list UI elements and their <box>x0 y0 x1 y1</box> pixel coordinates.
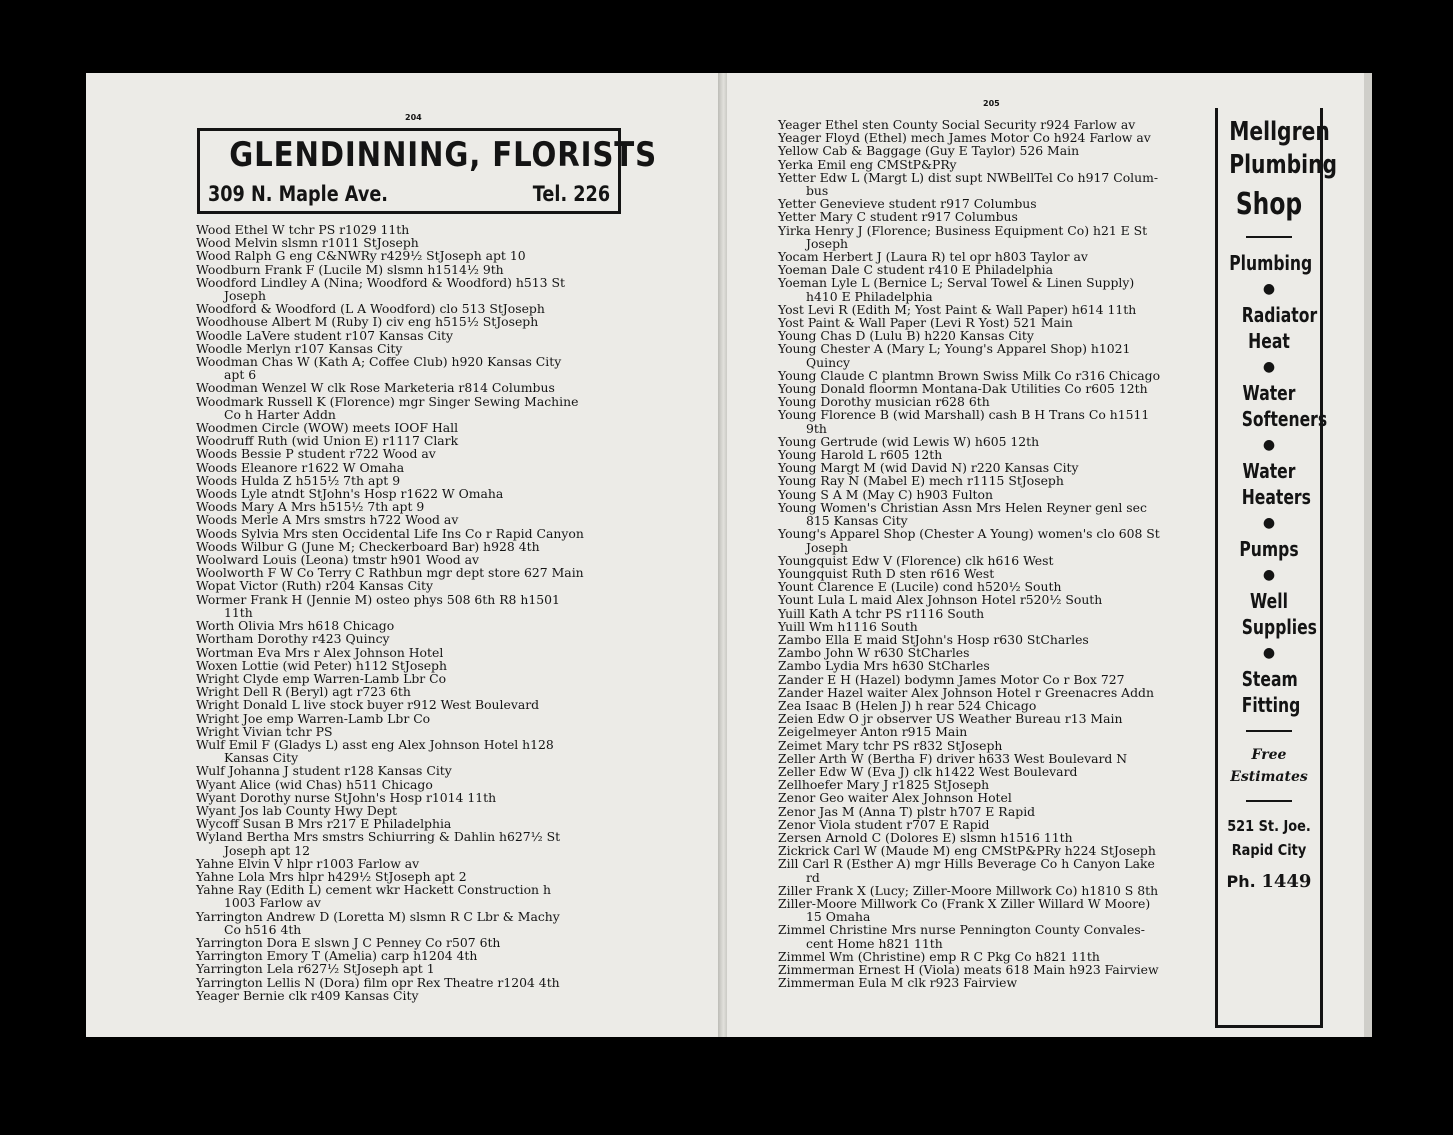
ad-phone <box>1218 868 1320 896</box>
ad-address: 309 N. Maple Ave. <box>208 182 388 206</box>
directory-entry-continuation: 15 Omaha <box>806 909 871 925</box>
directory-entry: Wyant Jos lab County Hwy Dept <box>196 802 398 818</box>
directory-entry: Woodman Wenzel W clk Rose Marketeria r814 Columbus <box>196 380 555 396</box>
ad-service: Plumbing <box>1229 251 1313 275</box>
directory-entry: Zea Isaac B (Helen J) h rear 524 Chicago <box>778 697 1037 713</box>
directory-entry: Young Margt M (wid David N) r220 Kansas City <box>778 460 1079 476</box>
directory-entry: Yarrington Lela r627½ StJoseph apt 1 <box>196 961 435 977</box>
right-page <box>727 73 1364 1037</box>
directory-entry: Woodburn Frank F (Lucile M) slsmn h1514½ 9th <box>196 261 504 277</box>
directory-entry: Ziller Frank X (Lucy; Ziller-Moore Millwork Co) h1810 S 8th <box>778 882 1159 898</box>
directory-entry: Young Chester A (Mary L; Young's Apparel Shop) h1021 <box>778 341 1131 357</box>
directory-entry: Woodford & Woodford (L A Woodford) clo 513 StJoseph <box>196 301 545 317</box>
ad-divider <box>1246 730 1292 732</box>
directory-listing-left <box>196 223 584 1002</box>
directory-entry: Yarrington Emory T (Amelia) carp h1204 4th <box>196 948 478 964</box>
plumbing-advertisement <box>1215 108 1338 1028</box>
bullet-icon: ● <box>1262 515 1276 531</box>
ad-street-address: 521 St. Joe. <box>1227 817 1311 835</box>
directory-entry: Woodmark Russell K (Florence) mgr Singer Sewing Machine <box>196 393 579 409</box>
directory-entry: Woodruff Ruth (wid Union E) r1117 Clark <box>196 433 459 449</box>
directory-entry: Yuill Wm h1116 South <box>778 618 918 634</box>
directory-entry: Woolworth F W Co Terry C Rathbun mgr dept store 627 Main <box>196 565 584 581</box>
directory-entry-continuation: 9th <box>806 420 827 436</box>
directory-entry: Yost Paint & Wall Paper (Levi R Yost) 521 Main <box>778 315 1073 331</box>
ad-divider <box>1246 236 1292 238</box>
directory-entry: Yellow Cab & Baggage (Guy E Taylor) 526 Main <box>778 143 1080 159</box>
directory-entry: Wortham Dorothy r423 Quincy <box>196 631 390 647</box>
directory-entry: Yahne Lola Mrs hlpr h429½ StJoseph apt 2 <box>196 868 467 884</box>
directory-entry: Wyant Dorothy nurse StJohn's Hosp r1014 11th <box>196 789 497 805</box>
directory-entry: Young Claude C plantmn Brown Swiss Milk Co r316 Chicago <box>778 367 1161 383</box>
directory-entry: Woods Hulda Z h515½ 7th apt 9 <box>196 472 401 488</box>
directory-entry-continuation: bus <box>806 183 829 199</box>
directory-entry-continuation: 11th <box>224 604 253 620</box>
directory-entry: Woodhouse Albert M (Ruby I) civ eng h515½ StJoseph <box>196 314 539 330</box>
directory-entry-continuation: Joseph apt 12 <box>224 842 310 858</box>
ad-city: Rapid City <box>1231 841 1307 859</box>
directory-entry: Zeller Edw W (Eva J) clk h1422 West Boulevard <box>778 763 1078 779</box>
florist-advertisement <box>197 128 658 214</box>
directory-entry-continuation: Quincy <box>806 354 851 370</box>
directory-entry: Woods Eleanore r1622 W Omaha <box>196 459 405 475</box>
directory-entry: Young Harold L r605 12th <box>778 447 943 463</box>
directory-entry: Yeager Floyd (Ethel) mech James Motor Co h924 Farlow av <box>778 130 1151 146</box>
directory-entry: Wood Ethel W tchr PS r1029 11th <box>196 222 410 237</box>
directory-entry: Yocam Herbert J (Laura R) tel opr h803 Taylor av <box>778 249 1088 265</box>
directory-entry: Zeimet Mary tchr PS r832 StJoseph <box>778 737 1003 753</box>
left-page <box>86 73 720 1037</box>
directory-entry: Woolward Louis (Leona) tmstr h901 Wood av <box>196 552 480 568</box>
bullet-icon: ● <box>1262 567 1276 583</box>
ad-service: Water Heaters <box>1241 459 1311 509</box>
directory-entry: Young S A M (May C) h903 Fulton <box>778 486 993 502</box>
directory-entry: Yarrington Lellis N (Dora) film opr Rex Theatre r1204 4th <box>196 974 560 990</box>
directory-entry-continuation: Joseph <box>806 235 849 251</box>
directory-entry: Wright Donald L live stock buyer r912 West Boulevard <box>196 697 540 713</box>
ad-service: Pumps <box>1239 537 1299 561</box>
directory-entry: Woods Wilbur G (June M; Checkerboard Bar) h928 4th <box>196 538 540 554</box>
directory-entry: Yarrington Dora E slswn J C Penney Co r507 6th <box>196 934 501 950</box>
directory-entry: Woods Merle A Mrs smstrs h722 Wood av <box>196 512 459 528</box>
directory-entry: Ziller-Moore Millwork Co (Frank X Ziller Willard W Moore) <box>778 895 1151 911</box>
directory-entry: Wright Dell R (Beryl) agt r723 6th <box>196 684 411 700</box>
ad-divider <box>1246 800 1292 802</box>
directory-entry: Yeager Bernie clk r409 Kansas City <box>196 987 419 1003</box>
page-number-right: 205 <box>983 99 1000 108</box>
directory-entry: Zimmel Christine Mrs nurse Pennington County Convales- <box>778 922 1145 938</box>
directory-entry-continuation: apt 6 <box>224 367 257 383</box>
ad-service: Steam Fitting <box>1241 667 1301 717</box>
directory-entry: Zeien Edw O jr observer US Weather Bureau r13 Main <box>778 711 1123 727</box>
directory-entry: Young's Apparel Shop (Chester A Young) women's clo 608 St <box>778 526 1160 542</box>
directory-entry: Wright Joe emp Warren-Lamb Lbr Co <box>196 710 431 726</box>
directory-entry: Wormer Frank H (Jennie M) osteo phys 508 6th R8 h1501 <box>196 591 560 607</box>
directory-entry: Zander E H (Hazel) bodymn James Motor Co r Box 727 <box>778 671 1125 687</box>
ad-business-name: GLENDINNING, FLORISTS <box>229 135 658 175</box>
directory-entry-continuation: Kansas City <box>224 750 299 766</box>
directory-entry: Yirka Henry J (Florence; Business Equipment Co) h21 E St <box>778 222 1148 238</box>
directory-listing-right <box>778 118 1160 989</box>
directory-entry: Yetter Genevieve student r917 Columbus <box>778 196 1037 212</box>
directory-entry-continuation: 1003 Farlow av <box>224 895 321 911</box>
ad-free-estimates: Free <box>1251 747 1287 763</box>
directory-entry: Zersen Arnold C (Dolores E) slsmn h1516 11th <box>778 829 1073 845</box>
directory-entry: Young Gertrude (wid Lewis W) h605 12th <box>778 433 1040 449</box>
bullet-icon: ● <box>1262 645 1276 661</box>
directory-entry: Woodle Merlyn r107 Kansas City <box>196 340 403 356</box>
directory-entry: Woods Bessie P student r722 Wood av <box>196 446 436 462</box>
directory-entry: Yetter Mary C student r917 Columbus <box>778 209 1018 225</box>
directory-entry: Young Florence B (wid Marshall) cash B H Trans Co h1511 <box>778 407 1150 423</box>
directory-entry: Youngquist Ruth D sten r616 West <box>778 565 995 581</box>
directory-entry: Wyant Alice (wid Chas) h511 Chicago <box>196 776 433 792</box>
directory-entry: Woodford Lindley A (Nina; Woodford & Woodford) h513 St <box>196 274 565 290</box>
ad-phone-prefix: Ph. <box>1226 872 1256 891</box>
bullet-icon: ● <box>1262 437 1276 453</box>
ad-telephone: Tel. 226 <box>532 182 610 206</box>
directory-entry: Yerka Emil eng CMStP&PRy <box>778 156 957 172</box>
directory-entry: Wood Melvin slsmn r1011 StJoseph <box>196 235 419 251</box>
directory-entry: Yost Levi R (Edith M; Yost Paint & Wall Paper) h614 11th <box>778 301 1137 317</box>
directory-entry: Yahne Ray (Edith L) cement wkr Hackett Construction h <box>196 882 551 898</box>
directory-entry: Zenor Geo waiter Alex Johnson Hotel <box>778 790 1012 806</box>
directory-entry: Zambo Lydia Mrs h630 StCharles <box>778 658 990 674</box>
directory-entry: Woxen Lottie (wid Peter) h112 StJoseph <box>196 657 447 673</box>
directory-entry: Young Ray N (Mabel E) mech r1115 StJoseph <box>778 473 1064 489</box>
directory-entry: Woods Sylvia Mrs sten Occidental Life Ins Co r Rapid Canyon <box>196 525 584 541</box>
ad-service: Radiator Heat <box>1241 303 1318 353</box>
directory-entry: Yoeman Dale C student r410 E Philadelphia <box>778 262 1054 278</box>
directory-entry: Yount Clarence E (Lucile) cond h520½ South <box>778 579 1062 595</box>
directory-entry: Zickrick Carl W (Maude M) eng CMStP&PRy h224 StJoseph <box>778 843 1156 859</box>
ad-title-line: Mellgren <box>1229 117 1330 147</box>
directory-entry-continuation: Joseph <box>806 539 849 555</box>
ad-service: Water Softeners <box>1241 381 1328 431</box>
ad-title-line: Plumbing <box>1229 150 1338 180</box>
directory-entry: Yuill Kath A tchr PS r1116 South <box>778 605 985 621</box>
directory-entry: Zeller Arth W (Bertha F) driver h633 West Boulevard N <box>778 750 1128 766</box>
bullet-icon: ● <box>1262 359 1276 375</box>
directory-entry: Zenor Viola student r707 E Rapid <box>778 816 990 832</box>
directory-entry: Zimmerman Ernest H (Viola) meats 618 Main h923 Fairview <box>778 962 1159 977</box>
directory-entry: Young Women's Christian Assn Mrs Helen Reyner genl sec <box>778 499 1147 515</box>
directory-entry-continuation: rd <box>806 869 820 885</box>
directory-entry: Wright Vivian tchr PS <box>196 723 333 739</box>
directory-entry: Youngquist Edw V (Florence) clk h616 West <box>778 552 1054 568</box>
directory-entry: Wortman Eva Mrs r Alex Johnson Hotel <box>196 644 444 660</box>
ad-phone-number: 1449 <box>1261 871 1312 892</box>
directory-entry: Zellhoefer Mary J r1825 StJoseph <box>778 777 990 793</box>
directory-entry: Woods Lyle atndt StJohn's Hosp r1622 W Omaha <box>196 486 504 502</box>
directory-entry: Zeigelmeyer Anton r915 Main <box>778 724 968 740</box>
ad-title-line: Shop <box>1235 187 1303 222</box>
directory-entry: Young Donald floormn Montana-Dak Utilities Co r605 12th <box>778 381 1148 397</box>
directory-entry: Wulf Emil F (Gladys L) asst eng Alex Johnson Hotel h128 <box>196 736 554 752</box>
ad-free-estimates: Estimates <box>1230 769 1308 785</box>
ad-service: Well Supplies <box>1241 589 1317 639</box>
directory-entry: Wright Clyde emp Warren-Lamb Lbr Co <box>196 670 447 686</box>
directory-entry: Worth Olivia Mrs h618 Chicago <box>196 618 395 634</box>
directory-entry: Yetter Edw L (Margt L) dist supt NWBellTel Co h917 Colum- <box>778 169 1159 185</box>
directory-entry: Woodmen Circle (WOW) meets IOOF Hall <box>196 420 459 436</box>
directory-entry-continuation: Joseph <box>224 288 267 304</box>
directory-entry: Wulf Johanna J student r128 Kansas City <box>196 763 452 779</box>
directory-entry: Zenor Jas M (Anna T) plstr h707 E Rapid <box>778 803 1036 819</box>
directory-entry-continuation: Co h Harter Addn <box>224 406 336 422</box>
directory-entry: Wood Ralph G eng C&NWRy r429½ StJoseph apt 10 <box>196 248 526 264</box>
directory-entry-continuation: h410 E Philadelphia <box>806 288 933 304</box>
directory-entry: Zambo John W r630 StCharles <box>778 645 970 661</box>
page-number-left: 204 <box>405 113 422 122</box>
directory-entry: Zill Carl R (Esther A) mgr Hills Beverage Co h Canyon Lake <box>778 856 1155 872</box>
directory-entry: Woodle LaVere student r107 Kansas City <box>196 327 454 343</box>
directory-entry-continuation: Co h516 4th <box>224 921 302 937</box>
directory-entry: Yarrington Andrew D (Loretta M) slsmn R C Lbr & Machy <box>196 908 560 924</box>
directory-entry: Wyland Bertha Mrs smstrs Schiurring & Dahlin h627½ St <box>196 829 561 845</box>
directory-entry: Yoeman Lyle L (Bernice L; Serval Towel & Linen Supply) <box>778 275 1135 291</box>
directory-entry: Zimmel Wm (Christine) emp R C Pkg Co h821 11th <box>778 948 1100 964</box>
directory-entry: Young Chas D (Lulu B) h220 Kansas City <box>778 328 1034 344</box>
directory-entry: Wycoff Susan B Mrs r217 E Philadelphia <box>196 816 452 832</box>
directory-entry-continuation: cent Home h821 11th <box>806 935 943 951</box>
directory-entry: Yahne Elvin V hlpr r1003 Farlow av <box>196 855 420 871</box>
bullet-icon: ● <box>1262 281 1276 297</box>
directory-entry-continuation: 815 Kansas City <box>806 513 908 529</box>
directory-entry: Zander Hazel waiter Alex Johnson Hotel r Greenacres Addn <box>778 684 1154 700</box>
directory-entry: Yeager Ethel sten County Social Security r924 Farlow av <box>778 117 1136 132</box>
directory-entry: Zimmerman Eula M clk r923 Fairview <box>778 975 1018 991</box>
directory-entry: Wopat Victor (Ruth) r204 Kansas City <box>196 578 434 594</box>
directory-entry: Woods Mary A Mrs h515½ 7th apt 9 <box>196 499 425 515</box>
directory-entry: Young Dorothy musician r628 6th <box>778 394 990 410</box>
directory-entry: Woodman Chas W (Kath A; Coffee Club) h920 Kansas City <box>196 354 562 370</box>
directory-entry: Zambo Ella E maid StJohn's Hosp r630 StCharles <box>778 631 1089 647</box>
directory-entry: Yount Lula L maid Alex Johnson Hotel r520½ South <box>778 592 1103 608</box>
page-edge <box>1364 73 1372 1037</box>
